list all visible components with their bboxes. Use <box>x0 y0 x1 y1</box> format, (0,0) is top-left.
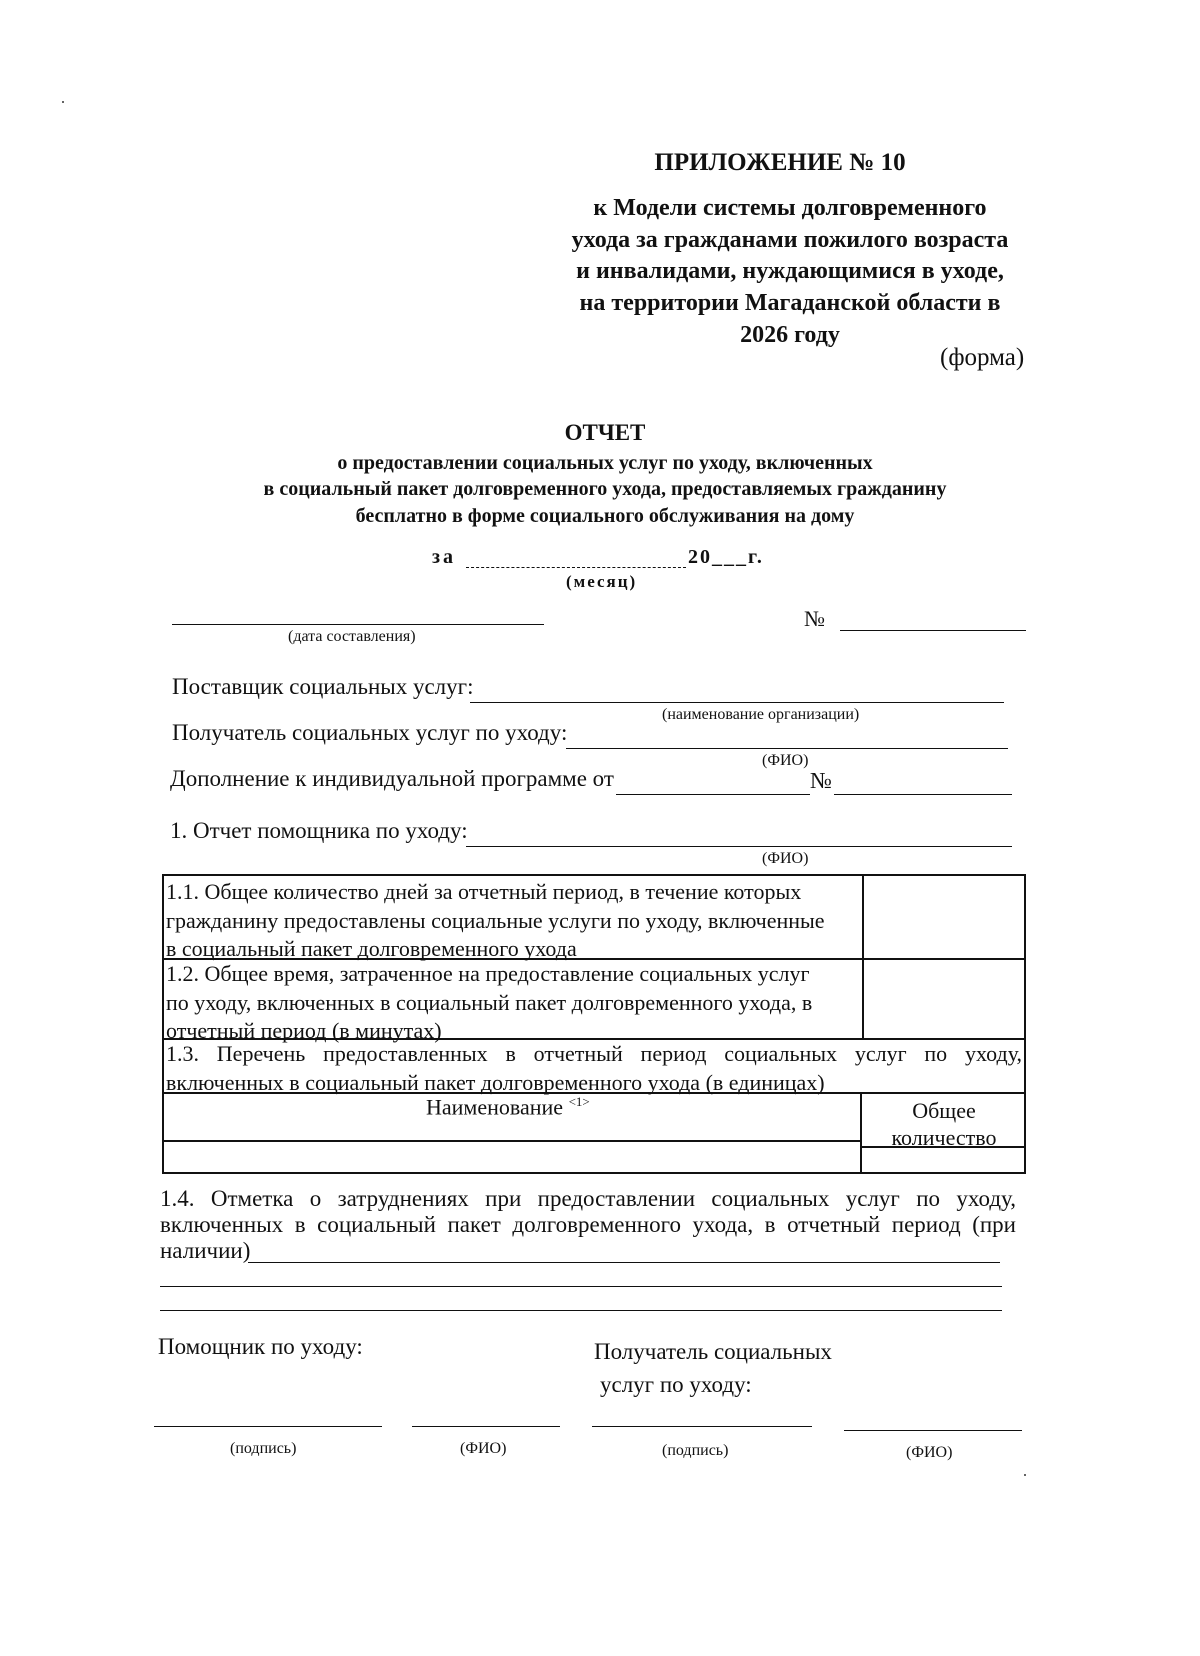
recipient-caption: (ФИО) <box>762 752 809 769</box>
period-prefix: за <box>432 546 457 568</box>
appendix-line: на территории Магаданской области в <box>579 290 1001 317</box>
report-subtitle-line: о предоставлении социальных услуг по уходу, включенных <box>337 452 873 474</box>
scan-speck <box>62 101 64 103</box>
appendix-block <box>540 146 1040 351</box>
difficulties-blank[interactable] <box>248 1262 1000 1263</box>
recipient-signature-blank[interactable] <box>592 1426 812 1427</box>
row-1-2-value-cell[interactable] <box>866 962 1022 1036</box>
row-1-3-line: включенных в социальный пакет долговременного ухода (в единицах) <box>166 1069 825 1095</box>
section1-caption: (ФИО) <box>762 850 809 867</box>
recipient-signature-line: услуг по уходу: <box>600 1371 752 1397</box>
recipient-label: Получатель социальных услуг по уходу: <box>172 720 568 745</box>
col-total-header <box>864 1098 1024 1152</box>
section1-4-line3: наличии) <box>160 1238 251 1263</box>
row-1-2-line: по уходу, включенных в социальный пакет долговременного ухода, в <box>166 989 813 1015</box>
col-name-header <box>426 1094 590 1120</box>
service-total-cell[interactable] <box>866 1150 1022 1170</box>
row-1-3-text <box>166 1040 1022 1097</box>
table-border <box>862 874 864 1040</box>
signature-caption: (ФИО) <box>460 1440 507 1457</box>
report-title: ОТЧЕТ <box>564 420 646 445</box>
supplement-label: Дополнение к индивидуальной программе от <box>170 766 614 791</box>
table-border <box>162 874 1026 876</box>
assistant-name-sign-blank[interactable] <box>412 1426 560 1427</box>
service-name-cell[interactable] <box>166 1146 858 1170</box>
appendix-line: к Модели системы долговременного <box>593 195 987 221</box>
report-subtitle-line: бесплатно в форме социального обслуживания на дому <box>355 504 855 527</box>
table-border <box>162 1140 862 1142</box>
col-name-note: <1> <box>568 1094 590 1109</box>
row-1-1-value-cell[interactable] <box>866 878 1022 956</box>
row-1-1-line: гражданину предоставлены социальные услуги по уходу, включенные <box>166 907 825 933</box>
recipient-signature-label <box>594 1336 832 1401</box>
supplement-date-blank[interactable] <box>616 794 810 795</box>
table-border <box>162 1172 1024 1174</box>
table-border <box>162 874 164 1174</box>
col-total-line: Общее <box>912 1098 976 1123</box>
date-caption: (дата составления) <box>288 628 416 645</box>
section1-label: 1. Отчет помощника по уходу: <box>170 818 468 843</box>
recipient-name-sign-blank[interactable] <box>844 1430 1022 1431</box>
difficulties-blank[interactable] <box>160 1310 1002 1311</box>
report-title-block <box>180 420 1030 529</box>
form-note: (форма) <box>940 344 1025 371</box>
recipient-signature-line: Получатель социальных <box>594 1339 832 1364</box>
provider-blank[interactable] <box>470 702 1004 703</box>
signature-caption: (подпись) <box>230 1440 297 1457</box>
period-caption: (месяц) <box>566 572 638 591</box>
appendix-title: ПРИЛОЖЕНИЕ № 10 <box>654 149 906 176</box>
row-1-1-line: в социальный пакет долговременного ухода <box>166 936 577 962</box>
difficulties-blank[interactable] <box>160 1286 1002 1287</box>
row-1-2-line: 1.2. Общее время, затраченное на предоставление социальных услуг <box>166 961 810 986</box>
section1-4-line1: 1.4. Отметка о затруднениях при предоставлении социальных услуг по уходу, <box>160 1186 1016 1211</box>
assistant-name-blank[interactable] <box>466 846 1012 847</box>
period-year: 20___г. <box>688 546 764 568</box>
row-1-2-text <box>166 960 860 1046</box>
scan-speck <box>1024 1474 1026 1476</box>
section1-4-line2: включенных в социальный пакет долговременного ухода, в отчетный период (при <box>160 1212 1016 1237</box>
supplement-number-label: № <box>810 768 832 793</box>
assistant-signature-blank[interactable] <box>154 1426 382 1427</box>
col-name-label: Наименование <box>426 1094 564 1120</box>
appendix-line: 2026 году <box>740 321 840 348</box>
row-1-2-line: отчетный период (в минутах) <box>166 1018 442 1044</box>
table-border <box>860 1092 862 1174</box>
row-1-1-line: 1.1. Общее количество дней за отчетный период, в течение которых <box>166 879 802 904</box>
table-border <box>1024 874 1026 1174</box>
report-subtitle-line: в социальный пакет долговременного ухода, предоставляемых гражданину <box>263 478 947 501</box>
col-total-line: количество <box>891 1124 997 1150</box>
row-1-3-line: 1.3. Перечень предоставленных в отчетный период социальных услуг по уходу, <box>166 1041 1022 1066</box>
signature-caption: (подпись) <box>662 1442 729 1459</box>
signature-caption: (ФИО) <box>906 1444 953 1461</box>
row-1-1-text <box>166 878 860 964</box>
date-blank[interactable] <box>172 624 544 625</box>
period-month-blank[interactable] <box>466 567 686 568</box>
appendix-line: ухода за гражданами пожилого возраста <box>571 226 1009 253</box>
provider-label: Поставщик социальных услуг: <box>172 674 474 699</box>
recipient-blank[interactable] <box>566 748 1008 749</box>
provider-caption: (наименование организации) <box>662 706 860 723</box>
appendix-line: и инвалидами, нуждающимися в уходе, <box>576 258 1004 285</box>
number-label: № <box>804 606 825 631</box>
supplement-number-blank[interactable] <box>834 794 1012 795</box>
assistant-signature-label: Помощник по уходу: <box>158 1334 363 1359</box>
number-blank[interactable] <box>840 630 1026 631</box>
